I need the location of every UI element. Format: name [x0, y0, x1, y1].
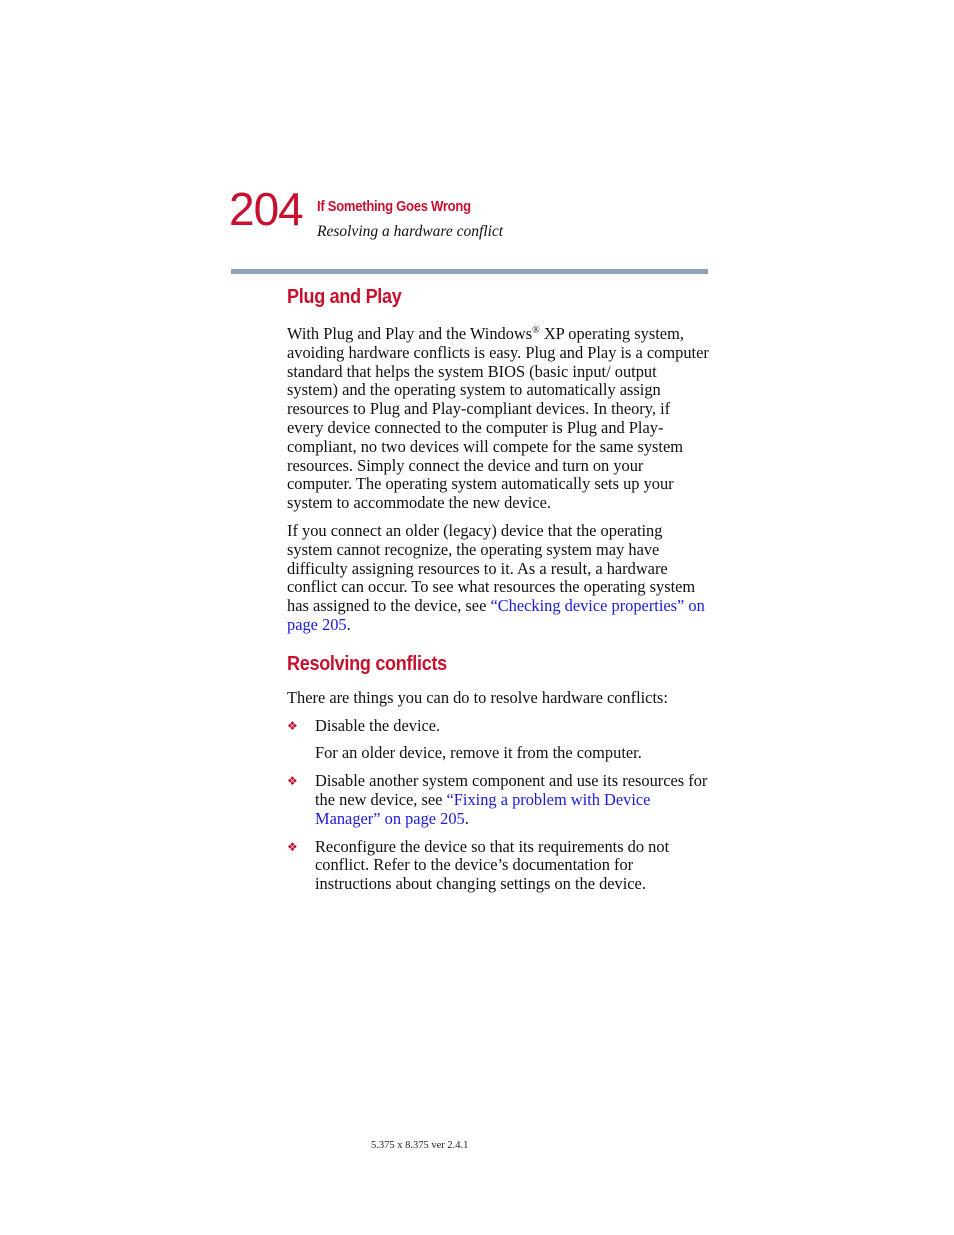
- text-segment: .: [346, 614, 351, 634]
- section-title: Resolving a hardware conflict: [317, 223, 504, 240]
- list-item: [287, 717, 709, 764]
- page-number: 204: [229, 183, 303, 235]
- list-item: [287, 772, 709, 828]
- bullet-text: Disable the device.: [315, 715, 441, 735]
- heading-plug-and-play: Plug and Play: [287, 286, 402, 308]
- bullet-list: [287, 717, 709, 894]
- diamond-bullet-icon: ❖: [287, 774, 298, 789]
- bullet-text: Reconfigure the device so that its requirements do not conflict. Refer to the device’s documentation for instructions about changing settings on the device.: [315, 836, 670, 894]
- link-fixing-device-manager[interactable]: “Fixing a problem with Device Manager” on page 205: [315, 789, 651, 828]
- paragraph-legacy-device: [287, 522, 709, 635]
- heading-resolving-conflicts: Resolving conflicts: [287, 652, 447, 675]
- diamond-bullet-icon: ❖: [287, 839, 298, 854]
- bullet-text: [315, 772, 709, 828]
- link-checking-device-properties[interactable]: “Checking device properties” on page 205: [287, 596, 705, 634]
- bullet-sub-text: For an older device, remove it from the computer.: [315, 743, 642, 763]
- text-segment: With Plug and Play and the Windows: [287, 324, 533, 343]
- chapter-title: If Something Goes Wrong: [317, 199, 471, 215]
- footer-version: 5.375 x 8.375 ver 2.4.1: [371, 1140, 469, 1151]
- text-segment: Disable another system component and use its resources for the new device, see: [315, 771, 708, 809]
- list-item: [287, 838, 709, 894]
- text-segment: .: [464, 808, 469, 828]
- diamond-bullet-icon: ❖: [287, 718, 298, 733]
- text-segment: XP operating system, avoiding hardware conflicts is easy. Plug and Play is a computer standard that helps the system BIOS (basic input/ output system) and the operating system to automatically assign resources to Plug and Play-compliant devices. In theory, if every device connected to the computer is Plug and Play-compliant, no two devices will compete for the same system resources. Simply connect the device and turn on your computer. The operating system automatically sets up your system to accommodate the new device.: [287, 324, 709, 513]
- header-divider: [231, 269, 708, 274]
- registered-mark: ®: [532, 325, 540, 336]
- text-segment: If you connect an older (legacy) device that the operating system cannot recognize, the operating system may have difficulty assigning resources to it. As a result, a hardware conflict can occur. To see what resources the operating system has assigned to the device, see: [287, 520, 696, 616]
- main-content: [287, 280, 709, 894]
- paragraph-resolve-intro: There are things you can do to resolve hardware conflicts:: [287, 687, 668, 707]
- paragraph-plug-and-play-intro: [287, 325, 709, 513]
